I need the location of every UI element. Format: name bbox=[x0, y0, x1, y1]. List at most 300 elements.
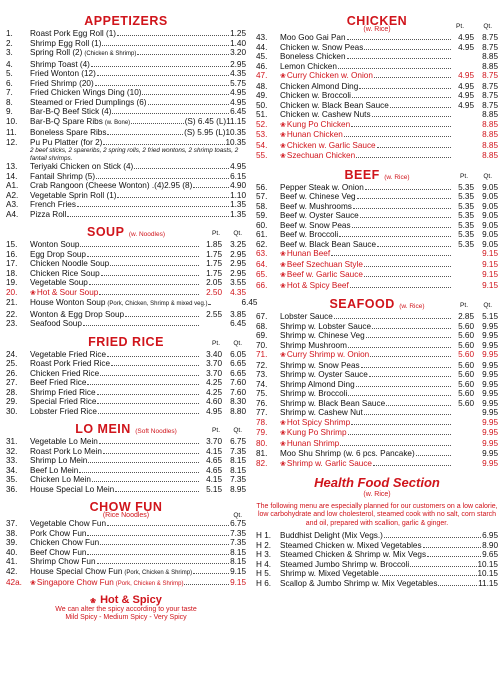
leader-dots bbox=[373, 465, 451, 466]
fried-rice-header bbox=[6, 333, 246, 348]
item-name-text: Steamed Jumbo Shrimp w. Broccoli bbox=[280, 559, 410, 569]
pepper-icon: ❀ bbox=[280, 282, 286, 290]
item-name bbox=[280, 428, 347, 439]
menu-item bbox=[256, 91, 498, 101]
item-number: 61. bbox=[256, 230, 268, 239]
item-price-pt: 5.35 bbox=[458, 211, 474, 220]
leader-dots bbox=[386, 405, 451, 406]
item-price-pt: 5.60 bbox=[458, 398, 474, 408]
item-number: 46. bbox=[256, 61, 268, 71]
item-price: 4.95 bbox=[230, 162, 246, 171]
item-name-text: Shrimp Egg Roll (1) bbox=[30, 38, 102, 48]
leader-dots bbox=[112, 113, 229, 114]
menu-item bbox=[256, 399, 498, 409]
item-subtext: (Pork, Chicken & Shrimp) bbox=[124, 569, 193, 576]
leader-dots bbox=[102, 45, 229, 46]
item-name bbox=[30, 319, 82, 329]
item-number: 64. bbox=[256, 259, 268, 269]
item-price-qt: 8.85 bbox=[482, 140, 498, 150]
item-name-text: Chicken Fried Rice bbox=[30, 368, 100, 378]
item-name-text: Teriyaki Chicken on Stick (4) bbox=[30, 162, 134, 171]
item-number: 40. bbox=[6, 547, 18, 557]
leader-dots bbox=[67, 216, 229, 217]
item-price-qt: 9.95 bbox=[482, 398, 498, 408]
item-name bbox=[30, 210, 66, 220]
leader-dots bbox=[100, 544, 229, 545]
item-name bbox=[280, 439, 339, 450]
menu-item bbox=[6, 538, 246, 548]
menu-item bbox=[6, 397, 246, 407]
item-name-text: Beef w. Mushrooms bbox=[280, 201, 352, 211]
item-name bbox=[280, 120, 350, 131]
item-name bbox=[280, 82, 358, 92]
leader-dots bbox=[92, 481, 199, 482]
item-price-pt: 4.95 bbox=[458, 42, 474, 52]
item-name bbox=[30, 519, 106, 529]
item-name bbox=[30, 298, 207, 310]
leader-dots bbox=[107, 525, 229, 526]
item-price-qt: 6.45 bbox=[241, 298, 258, 307]
item-price-pt: 5.60 bbox=[458, 389, 474, 398]
fried-rice-qt-header: Qt. bbox=[233, 339, 242, 347]
item-number: 39. bbox=[6, 538, 18, 547]
item-name-text: Chicken Almond Ding bbox=[280, 81, 359, 91]
item-price-pt: 5.60 bbox=[458, 331, 474, 340]
menu-item bbox=[256, 322, 498, 332]
item-price-qt: 8.30 bbox=[230, 397, 246, 406]
item-name bbox=[30, 475, 91, 485]
menu-item bbox=[256, 439, 498, 450]
health-title: Health Food Section bbox=[314, 475, 440, 490]
item-number: 42a. bbox=[6, 578, 22, 587]
menu-item bbox=[256, 569, 498, 579]
item-number: H 4. bbox=[256, 559, 272, 569]
lo-mein-qt-header: Qt. bbox=[233, 427, 242, 434]
item-name bbox=[30, 548, 86, 558]
item-number: 70. bbox=[256, 340, 268, 350]
item-number: 75. bbox=[256, 389, 268, 398]
leader-dots bbox=[352, 97, 451, 98]
leader-dots bbox=[348, 434, 452, 435]
item-name bbox=[30, 359, 110, 369]
item-price-qt: 9.95 bbox=[482, 417, 498, 427]
item-price-qt: 3.25 bbox=[230, 240, 246, 249]
item-price-qt: 8.75 bbox=[482, 81, 498, 91]
item-name bbox=[30, 128, 106, 138]
item-number: 45. bbox=[256, 52, 268, 61]
item-price: 1.35 bbox=[230, 209, 246, 219]
item-subtext: (Pork, Chicken, Shrimp & mixed veg.) bbox=[107, 301, 208, 307]
pepper-icon: ❀ bbox=[30, 580, 36, 587]
lo-mein-sub: (Soft Noodles) bbox=[135, 428, 177, 435]
item-price-qt: 6.65 bbox=[230, 359, 246, 368]
menu-item bbox=[256, 579, 498, 589]
item-name bbox=[30, 350, 106, 360]
item-price-qt: 8.85 bbox=[482, 52, 498, 61]
item-number: 5. bbox=[6, 69, 13, 78]
item-name bbox=[30, 162, 133, 172]
item-number: 15. bbox=[6, 240, 18, 249]
pepper-icon: ❀ bbox=[280, 121, 286, 129]
leader-dots bbox=[111, 365, 199, 366]
item-name-text: Pu Pu Platter (for 2) bbox=[30, 137, 103, 147]
item-price: 6.95 bbox=[482, 531, 498, 540]
item-price: 9.15 bbox=[230, 566, 246, 576]
menu-item bbox=[6, 107, 246, 117]
leader-dots bbox=[366, 337, 451, 338]
leader-dots bbox=[351, 126, 451, 127]
menu-item bbox=[6, 210, 246, 220]
item-number: 4. bbox=[6, 59, 13, 69]
item-number: 24. bbox=[6, 349, 18, 359]
menu-item bbox=[256, 560, 498, 570]
item-name-text: Hot & Spicy Beef bbox=[286, 280, 349, 290]
item-price: 4.35 bbox=[230, 69, 246, 78]
item-name-text: Egg Drop Soup bbox=[30, 249, 86, 259]
item-price-pt: 5.35 bbox=[458, 182, 474, 192]
chow-fun-qt-header: Qt. bbox=[233, 512, 242, 519]
item-price-pt: 2.85 bbox=[458, 312, 474, 321]
item-price: 8.90 bbox=[482, 540, 498, 550]
menu-item bbox=[256, 459, 498, 470]
item-number: 55. bbox=[256, 151, 268, 160]
item-name bbox=[280, 52, 346, 62]
item-price-qt: 9.15 bbox=[482, 280, 498, 290]
item-subtext: (Chicken & Shrimp) bbox=[84, 51, 137, 57]
item-name-text: Beef w. Oyster Sauce bbox=[280, 211, 359, 220]
item-price: 1.10 bbox=[230, 190, 246, 200]
item-name bbox=[30, 191, 116, 201]
seafood-pt-header: Pt. bbox=[460, 302, 468, 309]
item-price-pt: 3.70 bbox=[206, 437, 222, 446]
leader-dots bbox=[347, 39, 451, 40]
item-name-text: Pepper Steak w. Onion bbox=[280, 182, 364, 192]
menu-item bbox=[256, 350, 498, 361]
item-number: 25. bbox=[6, 359, 18, 368]
menu-item bbox=[6, 259, 246, 269]
item-name-text: Chicken Noodle Soup bbox=[30, 259, 110, 268]
item-price-qt: 6.45 bbox=[230, 319, 246, 328]
item-name-text: Beef w. Snow Peas bbox=[280, 220, 351, 230]
leader-dots bbox=[148, 104, 230, 105]
item-price-pt: 5.60 bbox=[458, 350, 474, 359]
item-price: 1.25 bbox=[230, 29, 246, 38]
soup-title: SOUP bbox=[86, 225, 125, 239]
menu-item bbox=[6, 117, 246, 129]
item-price-qt: 2.95 bbox=[230, 268, 246, 278]
item-price-qt: 4.35 bbox=[230, 287, 246, 297]
item-name bbox=[30, 466, 78, 476]
item-number: 9. bbox=[6, 107, 13, 116]
leader-dots bbox=[357, 198, 451, 199]
leader-dots bbox=[98, 413, 199, 414]
item-name bbox=[30, 29, 116, 39]
item-name bbox=[280, 380, 355, 390]
leader-dots bbox=[360, 217, 451, 218]
item-name-text: Steamed Chicken w. Mixed Vegetables bbox=[280, 540, 422, 550]
menu-item bbox=[6, 138, 246, 148]
menu-item bbox=[256, 541, 498, 551]
menu-item bbox=[6, 310, 246, 320]
seafood-sub: (w. Rice) bbox=[399, 303, 425, 310]
item-name-text: Fried Chicken Wings Ding (10) bbox=[30, 88, 142, 97]
item-price-qt: 9.95 bbox=[482, 379, 498, 389]
item-name bbox=[280, 260, 363, 271]
pepper-icon: ❀ bbox=[280, 132, 286, 139]
item-name bbox=[280, 183, 364, 193]
item-number: 37. bbox=[6, 519, 18, 528]
item-name bbox=[280, 331, 365, 341]
leader-dots bbox=[208, 304, 210, 305]
health-sub: (w. Rice) bbox=[363, 491, 391, 498]
leader-dots bbox=[364, 414, 451, 415]
item-name bbox=[30, 117, 130, 129]
item-number: 63. bbox=[256, 249, 268, 258]
menu-item bbox=[256, 110, 498, 120]
item-price-qt: 7.35 bbox=[230, 475, 246, 484]
item-name bbox=[30, 60, 90, 70]
leader-dots bbox=[97, 563, 230, 564]
leader-dots bbox=[372, 116, 451, 117]
item-name bbox=[30, 557, 96, 567]
leader-dots bbox=[131, 123, 184, 124]
menu-item bbox=[6, 319, 246, 329]
item-number: 67. bbox=[256, 312, 268, 321]
item-name bbox=[280, 579, 437, 589]
item-price: 9.65 bbox=[482, 550, 498, 559]
pepper-icon: ❀ bbox=[280, 272, 286, 279]
left-column bbox=[6, 8, 258, 623]
leader-dots bbox=[438, 585, 477, 586]
item-name-text: Shrimp w. Oyster Sauce bbox=[280, 370, 368, 379]
item-name bbox=[30, 310, 124, 320]
item-price-qt: 2.95 bbox=[230, 259, 246, 268]
item-number: 58. bbox=[256, 201, 268, 211]
beef-sub: (w. Rice) bbox=[384, 173, 410, 181]
item-price-qt: 7.35 bbox=[230, 446, 246, 456]
item-name-text: Chicken Rice Soup bbox=[30, 268, 100, 278]
item-name bbox=[280, 202, 352, 212]
menu-item bbox=[6, 557, 246, 567]
fried-rice-list bbox=[6, 350, 246, 417]
menu-item bbox=[6, 191, 246, 201]
item-price-qt: 8.85 bbox=[482, 130, 498, 139]
item-name-text: Shrimp w. Garlic Sauce bbox=[286, 458, 372, 468]
item-price-pt: 4.65 bbox=[206, 456, 222, 465]
lo-mein-pt-header: Pt. bbox=[212, 427, 220, 434]
item-name-text: Shrimp Almond Ding bbox=[280, 379, 355, 389]
item-number: 53. bbox=[256, 130, 268, 139]
menu-item bbox=[6, 378, 246, 388]
item-name-text: Hunan Shrimp bbox=[286, 438, 340, 448]
item-name-text: Beef w. Garlic Sauce bbox=[286, 270, 363, 279]
leader-dots bbox=[83, 325, 199, 326]
leader-dots bbox=[87, 554, 229, 555]
item-price-pt: 4.15 bbox=[206, 475, 222, 484]
leader-dots bbox=[331, 255, 451, 256]
menu-item bbox=[6, 128, 246, 138]
item-name-text: Kung Po Chicken bbox=[286, 119, 351, 129]
item-name-text: Shrimp Toast (4) bbox=[30, 59, 90, 69]
pepper-icon: ❀ bbox=[280, 440, 286, 448]
chow-fun-sub: (Rice Noodles) bbox=[102, 512, 150, 519]
item-price-qt: 9.05 bbox=[482, 211, 498, 220]
leader-dots bbox=[99, 294, 199, 295]
menu-item bbox=[256, 151, 498, 162]
item-price: 8.15 bbox=[230, 557, 246, 566]
leader-dots bbox=[340, 445, 451, 446]
item-name bbox=[280, 350, 369, 361]
item-number: 78. bbox=[256, 417, 268, 427]
leader-dots bbox=[87, 535, 229, 536]
item-price-qt: 9.95 bbox=[482, 370, 498, 379]
item-name bbox=[280, 531, 383, 541]
item-name-text: House Special Chow Fun bbox=[30, 566, 123, 576]
item-name bbox=[30, 278, 88, 288]
item-name bbox=[30, 250, 86, 260]
item-name-text: Hot Spicy Shrimp bbox=[286, 417, 351, 427]
item-price-pt: 4.60 bbox=[206, 397, 222, 406]
leader-dots bbox=[347, 58, 451, 59]
menu-item bbox=[6, 79, 246, 89]
platter-note: 2 beef sticks, 2 spareribs, 2 spring rolls, 2 fried wontons, 2 shrimp toasts, 2 fantail shrimps. bbox=[30, 147, 239, 162]
leader-dots bbox=[97, 403, 199, 404]
item-price-qt: 9.95 bbox=[482, 331, 498, 340]
menu-item bbox=[256, 418, 498, 429]
item-price-qt: 3.85 bbox=[230, 309, 246, 319]
item-price-pt: 4.25 bbox=[206, 387, 222, 397]
leader-dots bbox=[365, 189, 451, 190]
item-name bbox=[280, 249, 330, 260]
item-name bbox=[280, 408, 363, 418]
item-number: 44. bbox=[256, 42, 268, 52]
menu-item bbox=[6, 48, 246, 60]
item-number: H 2. bbox=[256, 540, 272, 550]
item-number: 57. bbox=[256, 192, 268, 201]
item-price-pt: 1.75 bbox=[206, 259, 222, 268]
pepper-icon: ❀ bbox=[90, 597, 97, 605]
leader-dots bbox=[348, 395, 451, 396]
leader-dots bbox=[351, 424, 451, 425]
item-name bbox=[30, 529, 86, 539]
item-price: 7.35 bbox=[230, 528, 246, 538]
item-name-text: Shrimp w. Lobster Sauce bbox=[280, 321, 372, 331]
leader-dots bbox=[350, 287, 451, 288]
item-number: 47. bbox=[256, 71, 268, 80]
item-name bbox=[280, 221, 351, 231]
item-number: 43. bbox=[256, 33, 268, 42]
leader-dots bbox=[339, 236, 451, 237]
item-name-text: Beef Chow Fun bbox=[30, 547, 87, 557]
item-name-text: Boneless Spare Ribs bbox=[30, 128, 107, 137]
item-price: 1.35 bbox=[230, 200, 246, 209]
item-name-text: Vegetable Lo Mein bbox=[30, 437, 98, 446]
item-name-text: Bar-B-Q Spare Ribs bbox=[30, 116, 103, 126]
item-number: 18. bbox=[6, 268, 18, 278]
soup-sub: (w. Noodles) bbox=[128, 231, 165, 238]
item-number: A4. bbox=[6, 209, 19, 219]
item-price-qt: 7.60 bbox=[230, 387, 246, 397]
item-name-text: Roast Pork Fried Rice bbox=[30, 359, 111, 368]
item-price-pt: 5.60 bbox=[458, 321, 474, 331]
menu-item bbox=[256, 141, 498, 152]
item-number: 11. bbox=[6, 128, 17, 137]
item-price-pt: 5.60 bbox=[458, 360, 474, 370]
leader-dots bbox=[356, 157, 451, 158]
item-name bbox=[30, 456, 87, 466]
item-name-text: Lemon Chicken bbox=[280, 61, 337, 71]
item-name-text: Beef w. Broccoli bbox=[280, 230, 339, 239]
menu-item bbox=[6, 466, 246, 476]
menu-item bbox=[6, 69, 246, 79]
item-name-text: Shrimp w. Broccoli bbox=[280, 389, 348, 398]
item-name-text: House Special Lo Mein bbox=[30, 484, 115, 494]
leader-dots bbox=[372, 328, 451, 329]
leader-dots bbox=[184, 584, 229, 585]
item-number: 35. bbox=[6, 475, 18, 484]
appetizers-title: APPETIZERS bbox=[84, 14, 168, 28]
item-price-qt: 8.75 bbox=[482, 33, 498, 42]
item-name-text: Shrimp w. Chinese Veg bbox=[280, 331, 365, 340]
menu-item bbox=[256, 281, 498, 292]
item-price-qt: 9.95 bbox=[482, 350, 498, 359]
leader-dots bbox=[359, 88, 451, 89]
menu-item bbox=[6, 250, 246, 260]
item-price-qt: 8.75 bbox=[482, 100, 498, 110]
leader-dots bbox=[100, 375, 199, 376]
pepper-icon: ❀ bbox=[280, 73, 286, 80]
leader-dots bbox=[348, 347, 451, 348]
item-price-pt: 4.15 bbox=[206, 446, 222, 456]
item-name-text: Hot & Sour Soup bbox=[36, 287, 99, 297]
item-name-text: Beef Szechuan Style bbox=[286, 259, 363, 269]
item-number: 23. bbox=[6, 319, 18, 328]
item-number: 28. bbox=[6, 387, 18, 397]
item-name bbox=[30, 538, 99, 548]
item-name bbox=[30, 407, 97, 417]
item-price-qt: 9.95 bbox=[482, 389, 498, 398]
item-name bbox=[280, 389, 347, 399]
pepper-icon: ❀ bbox=[280, 352, 286, 359]
item-price-qt: 8.75 bbox=[482, 71, 498, 80]
item-name-text: Curry Chicken w. Onion bbox=[286, 71, 373, 80]
menu-item bbox=[256, 230, 498, 240]
item-name-text: Lobster Fried Rice bbox=[30, 406, 97, 416]
item-price-qt: 6.75 bbox=[230, 437, 246, 446]
item-price-qt: 9.95 bbox=[482, 428, 498, 437]
chicken-pt-header: Pt. bbox=[456, 23, 464, 30]
item-price-pt: 5.60 bbox=[458, 340, 474, 350]
item-price-qt: 9.15 bbox=[482, 259, 498, 269]
item-price-qt: 9.95 bbox=[482, 438, 498, 448]
leader-dots bbox=[103, 453, 199, 454]
pepper-icon: ❀ bbox=[280, 261, 286, 269]
item-price-pt: 4.25 bbox=[206, 378, 222, 387]
pepper-icon: ❀ bbox=[280, 419, 286, 427]
item-name bbox=[280, 43, 363, 53]
item-price-qt: 9.05 bbox=[482, 239, 498, 249]
item-number: 79. bbox=[256, 428, 268, 437]
item-name-text: Roast Pork Lo Mein bbox=[30, 446, 102, 456]
item-number: 62. bbox=[256, 239, 268, 249]
leader-dots bbox=[416, 455, 451, 456]
item-number: 34. bbox=[6, 465, 18, 475]
item-price-qt: 9.15 bbox=[482, 270, 498, 279]
leader-dots bbox=[370, 356, 451, 357]
menu-item bbox=[256, 202, 498, 212]
beef-title: BEEF bbox=[344, 167, 380, 182]
soup-list bbox=[6, 240, 258, 329]
